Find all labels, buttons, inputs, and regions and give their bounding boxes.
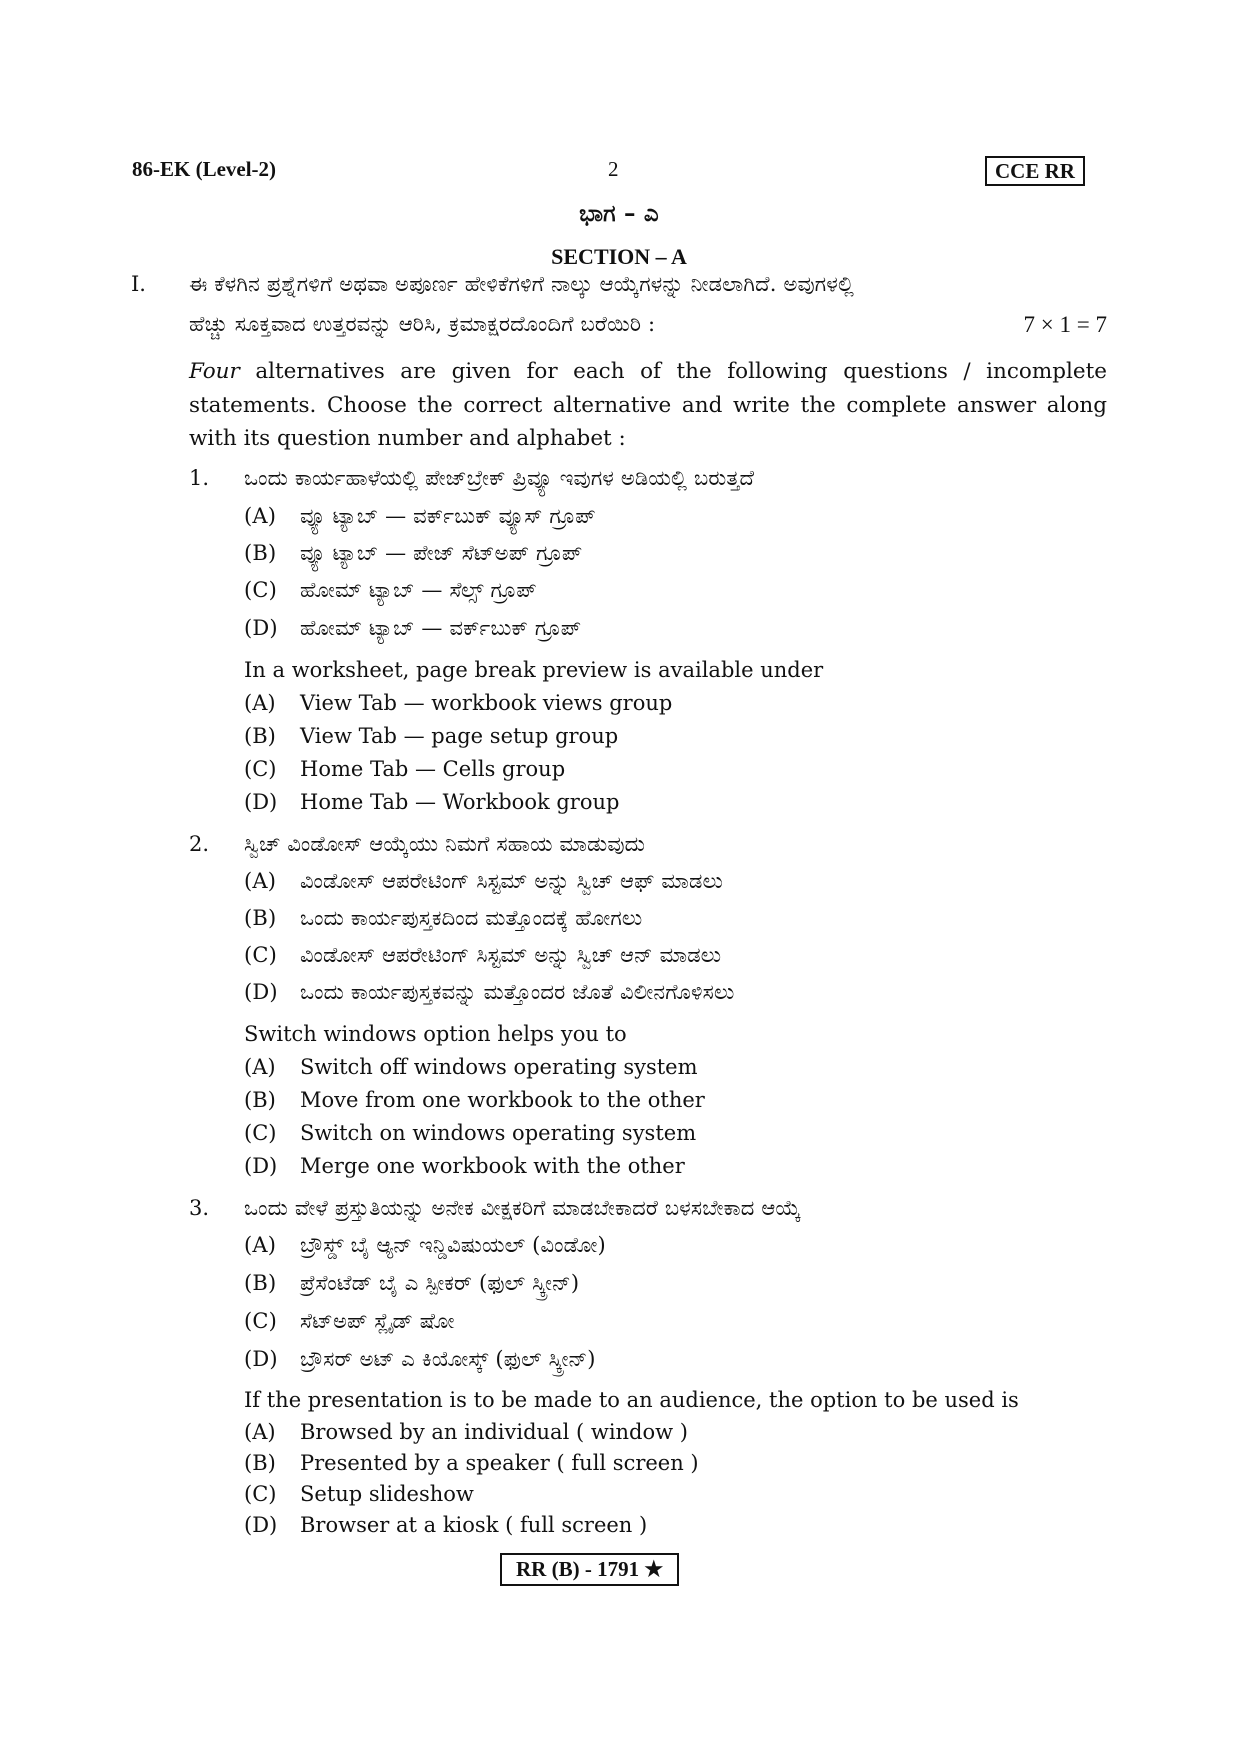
page-number: 2: [608, 157, 619, 181]
footer-code: RR (B) - 1791 ★: [500, 1553, 679, 1586]
option-kannada-a: (A) ವಿಂಡೋಸ್ ಆಪರೇಟಿಂಗ್ ಸಿಸ್ಟಮ್ ಅನ್ನು ಸ್ವಿಚ್ ಆಫ್ ಮಾಡಲು: [244, 869, 724, 893]
instruction-kannada-line2-row: [189, 312, 1107, 338]
instruction-english-emphasis: Four: [189, 359, 240, 384]
option-english-a: (A) Switch off windows operating system: [244, 1055, 698, 1079]
option-english-a: (A) View Tab — workbook views group: [244, 691, 673, 715]
option-english-b: (B) Move from one workbook to the other: [244, 1088, 705, 1112]
question-kannada: ಒಂದು ಕಾರ್ಯಹಾಳೆಯಲ್ಲಿ ಪೇಜ್‌ಬ್ರೇಕ್ ಪ್ರಿವ್ಯೂ ಇವುಗಳ ಅಡಿಯಲ್ಲಿ ಬರುತ್ತದೆ: [244, 466, 755, 490]
option-english-c: (C) Switch on windows operating system: [244, 1121, 697, 1145]
paper-code: 86-EK (Level-2): [132, 157, 277, 181]
instruction-kannada-line1: ಈ ಕೆಳಗಿನ ಪ್ರಶ್ನೆಗಳಿಗೆ ಅಥವಾ ಅಪೂರ್ಣ ಹೇಳಿಕೆಗಳಿಗೆ ನಾಲ್ಕು ಆಯ್ಕೆಗಳನ್ನು ನೀಡಲಾಗಿದೆ. ಅವುಗಳಲ್ಲಿ: [189, 272, 855, 296]
option-english-d: (D) Home Tab — Workbook group: [244, 790, 620, 814]
section-title-english: SECTION – A: [551, 244, 687, 269]
question-english: Switch windows option helps you to: [244, 1022, 627, 1046]
option-english-a: (A) Browsed by an individual ( window ): [244, 1420, 688, 1444]
option-kannada-b: (B) ವ್ಯೂ ಟ್ಯಾಬ್ — ಪೇಜ್ ಸೆಟ್‌ಅಪ್ ಗ್ರೂಪ್: [244, 541, 583, 565]
option-kannada-d: (D) ಬ್ರೌಸರ್ ಅಟ್ ಎ ಕಿಯೋಸ್ಕ್ (ಫುಲ್ ಸ್ಕ್ರೀನ್): [244, 1347, 596, 1371]
instruction-english: [189, 355, 1107, 456]
instruction-kannada-line2: ಹೆಚ್ಚು ಸೂಕ್ತವಾದ ಉತ್ತರವನ್ನು ಆರಿಸಿ, ಕ್ರಮಾಕ್ಷರದೊಂದಿಗೆ ಬರೆಯಿರಿ :: [189, 312, 656, 336]
question-number: 1.: [189, 466, 210, 490]
section-title-kannada: ಭಾಗ – ಎ: [579, 200, 659, 227]
question-kannada: ಸ್ವಿಚ್ ವಿಂಡೋಸ್ ಆಯ್ಕೆಯು ನಿಮಗೆ ಸಹಾಯ ಮಾಡುವುದು: [244, 832, 646, 856]
option-kannada-c: (C) ಸೆಟ್‌ಅಪ್ ಸ್ಲೈಡ್ ಷೋ: [244, 1309, 455, 1333]
marks-allocation: 7 × 1 = 7: [1023, 312, 1107, 337]
instruction-number: I.: [131, 272, 146, 296]
option-kannada-d: (D) ಒಂದು ಕಾರ್ಯಪುಸ್ತಕವನ್ನು ಮತ್ತೊಂದರ ಜೊತೆ ವಿಲೀನಗೊಳಿಸಲು: [244, 980, 735, 1004]
option-english-d: (D) Merge one workbook with the other: [244, 1154, 685, 1178]
option-kannada-b: (B) ಒಂದು ಕಾರ್ಯಪುಸ್ತಕದಿಂದ ಮತ್ತೊಂದಕ್ಕೆ ಹೋಗಲು: [244, 906, 643, 930]
question-kannada: ಒಂದು ವೇಳೆ ಪ್ರಸ್ತುತಿಯನ್ನು ಅನೇಕ ವೀಕ್ಷಕರಿಗೆ ಮಾಡಬೇಕಾದರೆ ಬಳಸಬೇಕಾದ ಆಯ್ಕೆ: [244, 1196, 801, 1220]
option-english-b: (B) Presented by a speaker ( full screen ): [244, 1451, 699, 1475]
question-english: In a worksheet, page break preview is available under: [244, 658, 824, 682]
question-english: If the presentation is to be made to an audience, the option to be used is: [244, 1388, 1019, 1412]
option-english-b: (B) View Tab — page setup group: [244, 724, 619, 748]
question-number: 2.: [189, 832, 210, 856]
question-number: 3.: [189, 1196, 210, 1220]
option-kannada-c: (C) ವಿಂಡೋಸ್ ಆಪರೇಟಿಂಗ್ ಸಿಸ್ಟಮ್ ಅನ್ನು ಸ್ವಿಚ್ ಆನ್ ಮಾಡಲು: [244, 943, 722, 967]
option-english-d: (D) Browser at a kiosk ( full screen ): [244, 1513, 648, 1537]
option-kannada-c: (C) ಹೋಮ್ ಟ್ಯಾಬ್ — ಸೆಲ್ಸ್ ಗ್ರೂಪ್: [244, 578, 537, 602]
option-kannada-a: (A) ಬ್ರೌಸ್ಡ್ ಬೈ ಆ್ಯನ್ ಇನ್ಡಿವಿಷುಯಲ್ (ವಿಂಡೋ): [244, 1233, 606, 1257]
cce-rr-box: CCE RR: [985, 156, 1085, 186]
option-kannada-a: (A) ವ್ಯೂ ಟ್ಯಾಬ್ — ವರ್ಕ್‌ಬುಕ್ ವ್ಯೂಸ್ ಗ್ರೂಪ್: [244, 504, 596, 528]
option-english-c: (C) Setup slideshow: [244, 1482, 474, 1506]
option-kannada-d: (D) ಹೋಮ್ ಟ್ಯಾಬ್ — ವರ್ಕ್‌ಬುಕ್ ಗ್ರೂಪ್: [244, 616, 582, 640]
instruction-english-text: alternatives are given for each of the following questions / incomplete statements. Choose the correct alternative and write the complete answer along with its question number and alphabet :: [189, 359, 1107, 451]
option-kannada-b: (B) ಪ್ರೆಸೆಂಟೆಡ್ ಬೈ ಎ ಸ್ಪೀಕರ್ (ಫುಲ್ ಸ್ಕ್ರೀನ್): [244, 1271, 580, 1295]
option-english-c: (C) Home Tab — Cells group: [244, 757, 566, 781]
